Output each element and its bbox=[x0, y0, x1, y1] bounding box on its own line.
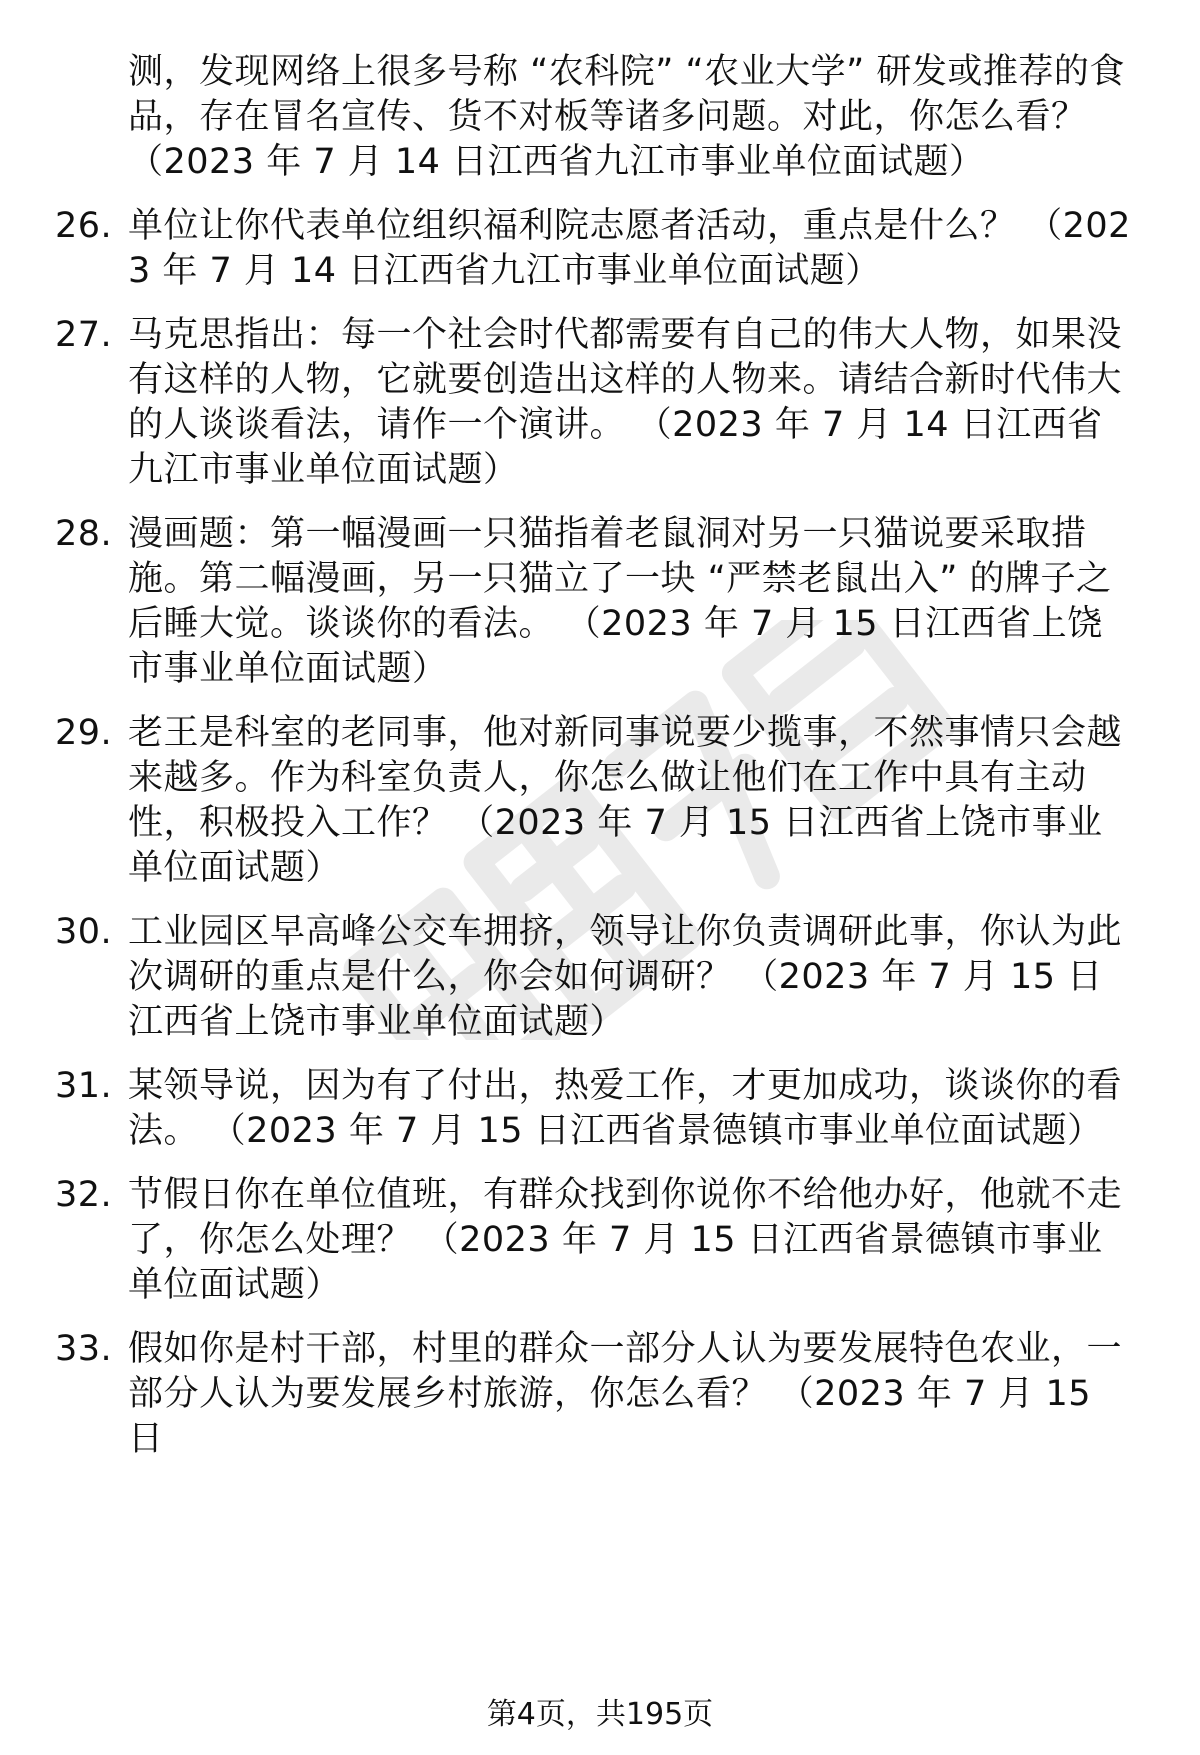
question-number: 32. bbox=[55, 1175, 113, 1215]
question-number: 30. bbox=[55, 912, 113, 952]
question-text: 漫画题：第一幅漫画一只猫指着老鼠洞对另一只猫说要采取措施。第二幅漫画，另一只猫立了一块 “严禁老鼠出入” 的牌子之后睡大觉。谈谈你的看法。 （2023 年 7 月 15 日江西省上饶市事业单位面试题） bbox=[128, 514, 1112, 689]
question-number: 27. bbox=[55, 315, 113, 355]
question-text: 节假日你在单位值班，有群众找到你说你不给他办好，他就不走了，你怎么处理？ （2023 年 7 月 15 日江西省景德镇市事业单位面试题） bbox=[128, 1175, 1123, 1305]
question-item bbox=[0, 204, 1200, 294]
question-number: 28. bbox=[55, 514, 113, 554]
question-text: 某领导说，因为有了付出，热爱工作，才更加成功，谈谈你的看法。 （2023 年 7 月 15 日江西省景德镇市事业单位面试题） bbox=[128, 1066, 1123, 1151]
question-item bbox=[0, 910, 1200, 1045]
question-text: 测，发现网络上很多号称 “农科院” “农业大学” 研发或推荐的食品，存在冒名宣传、货不对板等诸多问题。对此，你怎么看？ （2023 年 7 月 14 日江西省九江市事业单位面试题） bbox=[128, 52, 1125, 182]
question-number: 33. bbox=[55, 1329, 113, 1369]
page-footer: 第4页，共195页 bbox=[486, 1697, 714, 1732]
question-item bbox=[0, 313, 1200, 493]
question-item bbox=[0, 1173, 1200, 1308]
question-number: 31. bbox=[55, 1066, 113, 1106]
question-number: 29. bbox=[55, 713, 113, 753]
question-number: 26. bbox=[55, 206, 113, 246]
question-text: 老王是科室的老同事，他对新同事说要少揽事，不然事情只会越来越多。作为科室负责人，你怎么做让他们在工作中具有主动性，积极投入工作？ （2023 年 7 月 15 日江西省上饶市事业单位面试题） bbox=[128, 713, 1123, 888]
question-text: 假如你是村干部，村里的群众一部分人认为要发展特色农业，一部分人认为要发展乡村旅游，你怎么看？ （2023 年 7 月 15 日 bbox=[128, 1329, 1123, 1459]
question-item bbox=[0, 1064, 1200, 1154]
question-text: 工业园区早高峰公交车拥挤，领导让你负责调研此事，你认为此次调研的重点是什么，你会如何调研？ （2023 年 7 月 15 日江西省上饶市事业单位面试题） bbox=[128, 912, 1123, 1042]
question-text: 单位让你代表单位组织福利院志愿者活动，重点是什么？ （2023 年 7 月 14 日江西省九江市事业单位面试题） bbox=[128, 206, 1131, 291]
question-item bbox=[0, 50, 1200, 185]
question-item bbox=[0, 1327, 1200, 1462]
question-item bbox=[0, 711, 1200, 891]
question-text: 马克思指出：每一个社会时代都需要有自己的伟大人物，如果没有这样的人物，它就要创造出这样的人物来。请结合新时代伟大的人谈谈看法，请作一个演讲。 （2023 年 7 月 14 日江西省九江市事业单位面试题） bbox=[128, 315, 1123, 490]
question-item bbox=[0, 512, 1200, 692]
question-list bbox=[0, 50, 1200, 1462]
